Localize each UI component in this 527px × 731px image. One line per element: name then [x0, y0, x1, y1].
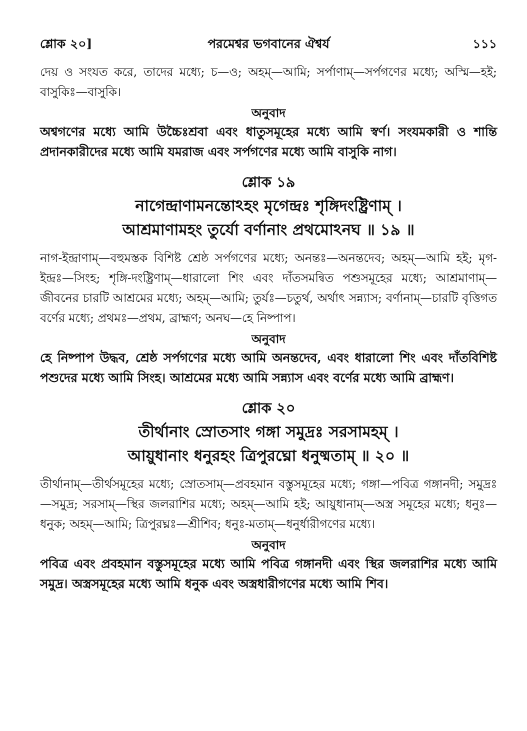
verse-heading-20: শ্লোক ২০ [241, 400, 296, 417]
translation-19: হে নিষ্পাপ উদ্ধব, শ্রেষ্ঠ সর্পগণের মধ্যে আমি অনন্তদেব, এবং ধারালো শিং এবং দাঁতবিশিষ্ট পশুদের মধ্যে আমি সিংহ। আশ্রমের মধ্যে আমি সন্ন্যাস এবং বর্ণের মধ্যে আমি ব্রাহ্মণ। [40, 350, 497, 385]
translation-20: পবিত্র এবং প্রবহমান বস্তুসমূহের মধ্যে আমি পবিত্র গঙ্গানদী এবং স্থির জলরাশির মধ্যে আমি সমুদ্র। অস্ত্রসমূহের মধ্যে আমি ধনুক এবং অস্ত্রধারীগণের মধ্যে আমি শিব। [40, 556, 497, 591]
verse-20-line-1: তীর্থানাং স্রোতসাং গঙ্গা সমুদ্রঃ সরসামহম্ । [138, 422, 399, 441]
translation-label-19: অনুবাদ [251, 332, 286, 346]
header-verse-ref: শ্লোক ২০] [40, 36, 93, 51]
running-header [40, 36, 497, 56]
verse-19-line-1: নাগেন্দ্রাণামনন্তোঽহং মৃগেন্দ্রঃ শৃঙ্গিদংষ্ট্রিণাম্ । [135, 196, 402, 215]
page-number: ১১১ [472, 36, 497, 51]
translation-label-20: অনুবাদ [251, 538, 286, 552]
header-chapter-title: পরমেশ্বর ভগবানের ঐশ্বর্য [207, 36, 330, 51]
synonyms-19: নাগ-ইন্দ্রাণাম্—বহুমস্তক বিশিষ্ট শ্রেষ্ঠ সর্পগণের মধ্যে; অনন্তঃ—অনন্তদেব; অহম্—আমি হই; মৃগ-ইন্দ্রঃ—সিংহ; শৃঙ্গি-দংষ্ট্রিণাম্—ধারালো শিং এবং দাঁতসমন্বিত পশুসমূহের মধ্যে; আশ্রমাণাম্—জীবনের চারটি আশ্রমের মধ্যে; অহম্—আমি; তুর্যঃ—চতুর্থ, অর্থাৎ সন্ন্যাস; বর্ণানাম্—চারটি বৃত্তিগত বর্ণের মধ্যে; প্রথমঃ—প্রথম, ব্রাহ্মণ; অনঘ—হে নিষ্পাপ। [40, 251, 497, 325]
translation-18: অশ্বগণের মধ্যে আমি উচ্চৈঃশ্রবা এবং ধাতুসমূহের মধ্যে আমি স্বর্ণ। সংযমকারী ও শান্তি প্রদানকারীদের মধ্যে আমি যমরাজ এবং সর্পগণের মধ্যে আমি বাসুকি নাগ। [40, 124, 497, 159]
verse-heading-19: শ্লোক ১৯ [241, 174, 296, 191]
translation-label-18: অনুবাদ [251, 106, 286, 120]
synonyms-18-continued: দেয় ও সংযত করে, তাদের মধ্যে; চ—ও; অহম্—আমি; সর্পাণাম্—সর্পগণের মধ্যে; অস্মি—হই; বাসুকিঃ—বাসুকি। [40, 65, 497, 99]
verse-20-line-2: আয়ুধানাং ধনুরহং ত্রিপুরঘ্নো ধনুষ্মতাম্ ॥ ২০ ॥ [127, 446, 410, 465]
verse-19-line-2: আশ্রমাণামহং তুর্যো বর্ণানাং প্রথমোঽনঘ ॥ ১৯ ॥ [122, 220, 415, 239]
synonyms-20: তীর্থানাম্—তীর্থসমূহের মধ্যে; স্রোতসাম্—প্রবহমান বস্তুসমূহের মধ্যে; গঙ্গা—পবিত্র গঙ্গানদী; সমুদ্রঃ—সমুদ্র; সরসাম্—স্থির জলরাশির মধ্যে; অহম্—আমি হই; আয়ুধানাম্—অস্ত্র সমূহের মধ্যে; ধনুঃ—ধনুক; অহম্—আমি; ত্রিপুরঘ্নঃ—শ্রীশিব; ধনুঃ-মতাম্—ধনুর্ধারীগণের মধ্যে। [40, 477, 497, 531]
